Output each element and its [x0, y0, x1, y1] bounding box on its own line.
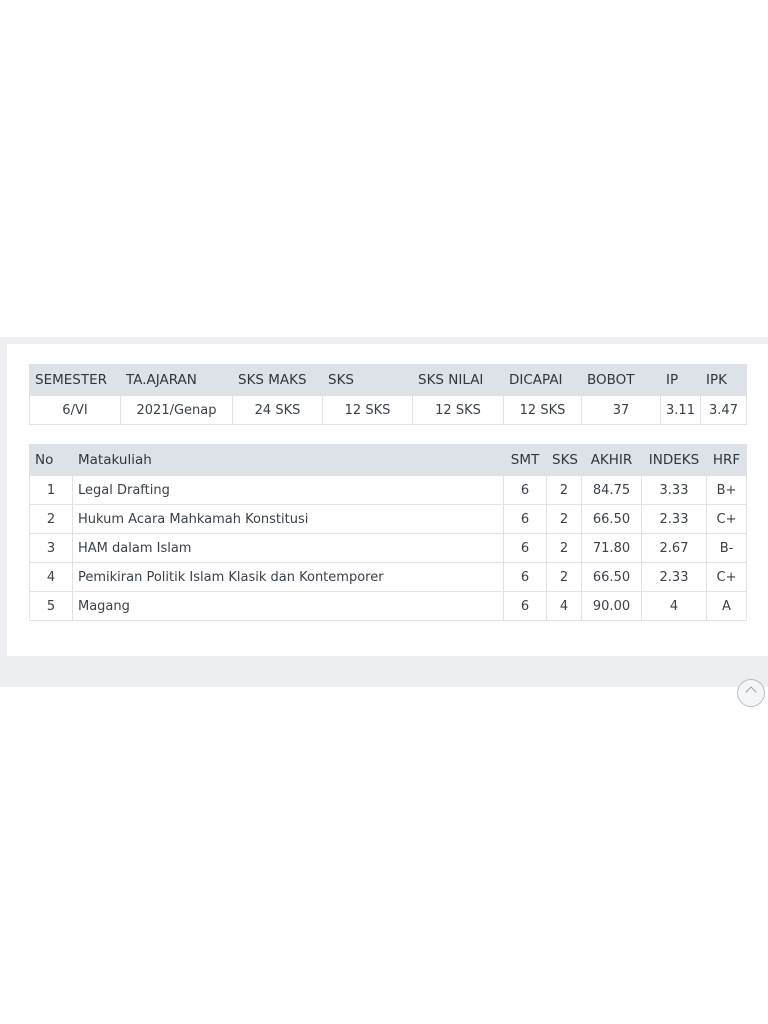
course-no: 2: [30, 505, 73, 534]
dicapai-value: 12 SKS: [504, 396, 582, 425]
col-matakuliah: Matakuliah: [73, 445, 504, 476]
col-indeks: INDEKS: [642, 445, 707, 476]
col-sks: SKS: [547, 445, 582, 476]
col-ta-ajaran: TA.AJARAN: [121, 365, 233, 396]
course-hrf: C+: [707, 563, 747, 592]
course-akhir: 90.00: [582, 592, 642, 621]
col-dicapai: DICAPAI: [504, 365, 582, 396]
course-sks: 4: [547, 592, 582, 621]
col-sks: SKS: [323, 365, 413, 396]
course-smt: 6: [504, 476, 547, 505]
course-name: Pemikiran Politik Islam Klasik dan Kontemporer: [73, 563, 504, 592]
semester-summary-table: [29, 364, 747, 425]
col-sks-maks: SKS MAKS: [233, 365, 323, 396]
course-smt: 6: [504, 505, 547, 534]
course-no: 3: [30, 534, 73, 563]
chevron-up-icon: [745, 686, 756, 697]
course-sks: 2: [547, 505, 582, 534]
course-hrf: B+: [707, 476, 747, 505]
course-indeks: 2.33: [642, 563, 707, 592]
course-name: Hukum Acara Mahkamah Konstitusi: [73, 505, 504, 534]
sks-nilai-value: 12 SKS: [413, 396, 504, 425]
col-akhir: AKHIR: [582, 445, 642, 476]
course-smt: 6: [504, 592, 547, 621]
courses-header-row: [30, 445, 747, 476]
course-sks: 2: [547, 534, 582, 563]
grades-card: [7, 344, 768, 656]
col-ip: IP: [661, 365, 701, 396]
course-akhir: 66.50: [582, 505, 642, 534]
course-name: Magang: [73, 592, 504, 621]
course-akhir: 66.50: [582, 563, 642, 592]
bobot-value: 37: [582, 396, 661, 425]
course-hrf: C+: [707, 505, 747, 534]
col-no: No: [30, 445, 73, 476]
summary-header-row: [30, 365, 747, 396]
course-smt: 6: [504, 534, 547, 563]
course-no: 5: [30, 592, 73, 621]
course-akhir: 84.75: [582, 476, 642, 505]
col-sks-nilai: SKS NILAI: [413, 365, 504, 396]
ta-ajaran-value: 2021/Genap: [121, 396, 233, 425]
table-row: [30, 592, 747, 621]
table-row: [30, 476, 747, 505]
courses-table: [29, 444, 747, 621]
col-semester: SEMESTER: [30, 365, 121, 396]
course-indeks: 2.33: [642, 505, 707, 534]
course-no: 4: [30, 563, 73, 592]
col-ipk: IPK: [701, 365, 747, 396]
col-bobot: BOBOT: [582, 365, 661, 396]
sks-value: 12 SKS: [323, 396, 413, 425]
course-hrf: A: [707, 592, 747, 621]
course-smt: 6: [504, 563, 547, 592]
course-no: 1: [30, 476, 73, 505]
ip-value: 3.11: [661, 396, 701, 425]
sks-maks-value: 24 SKS: [233, 396, 323, 425]
table-row: [30, 563, 747, 592]
summary-row: [30, 396, 747, 425]
ipk-value: 3.47: [701, 396, 747, 425]
course-indeks: 4: [642, 592, 707, 621]
course-akhir: 71.80: [582, 534, 642, 563]
course-hrf: B-: [707, 534, 747, 563]
course-indeks: 2.67: [642, 534, 707, 563]
course-name: Legal Drafting: [73, 476, 504, 505]
course-sks: 2: [547, 563, 582, 592]
table-row: [30, 505, 747, 534]
scroll-to-top-button[interactable]: [737, 679, 765, 707]
col-smt: SMT: [504, 445, 547, 476]
col-hrf: HRF: [707, 445, 747, 476]
course-indeks: 3.33: [642, 476, 707, 505]
course-sks: 2: [547, 476, 582, 505]
table-row: [30, 534, 747, 563]
course-name: HAM dalam Islam: [73, 534, 504, 563]
semester-value: 6/VI: [30, 396, 121, 425]
